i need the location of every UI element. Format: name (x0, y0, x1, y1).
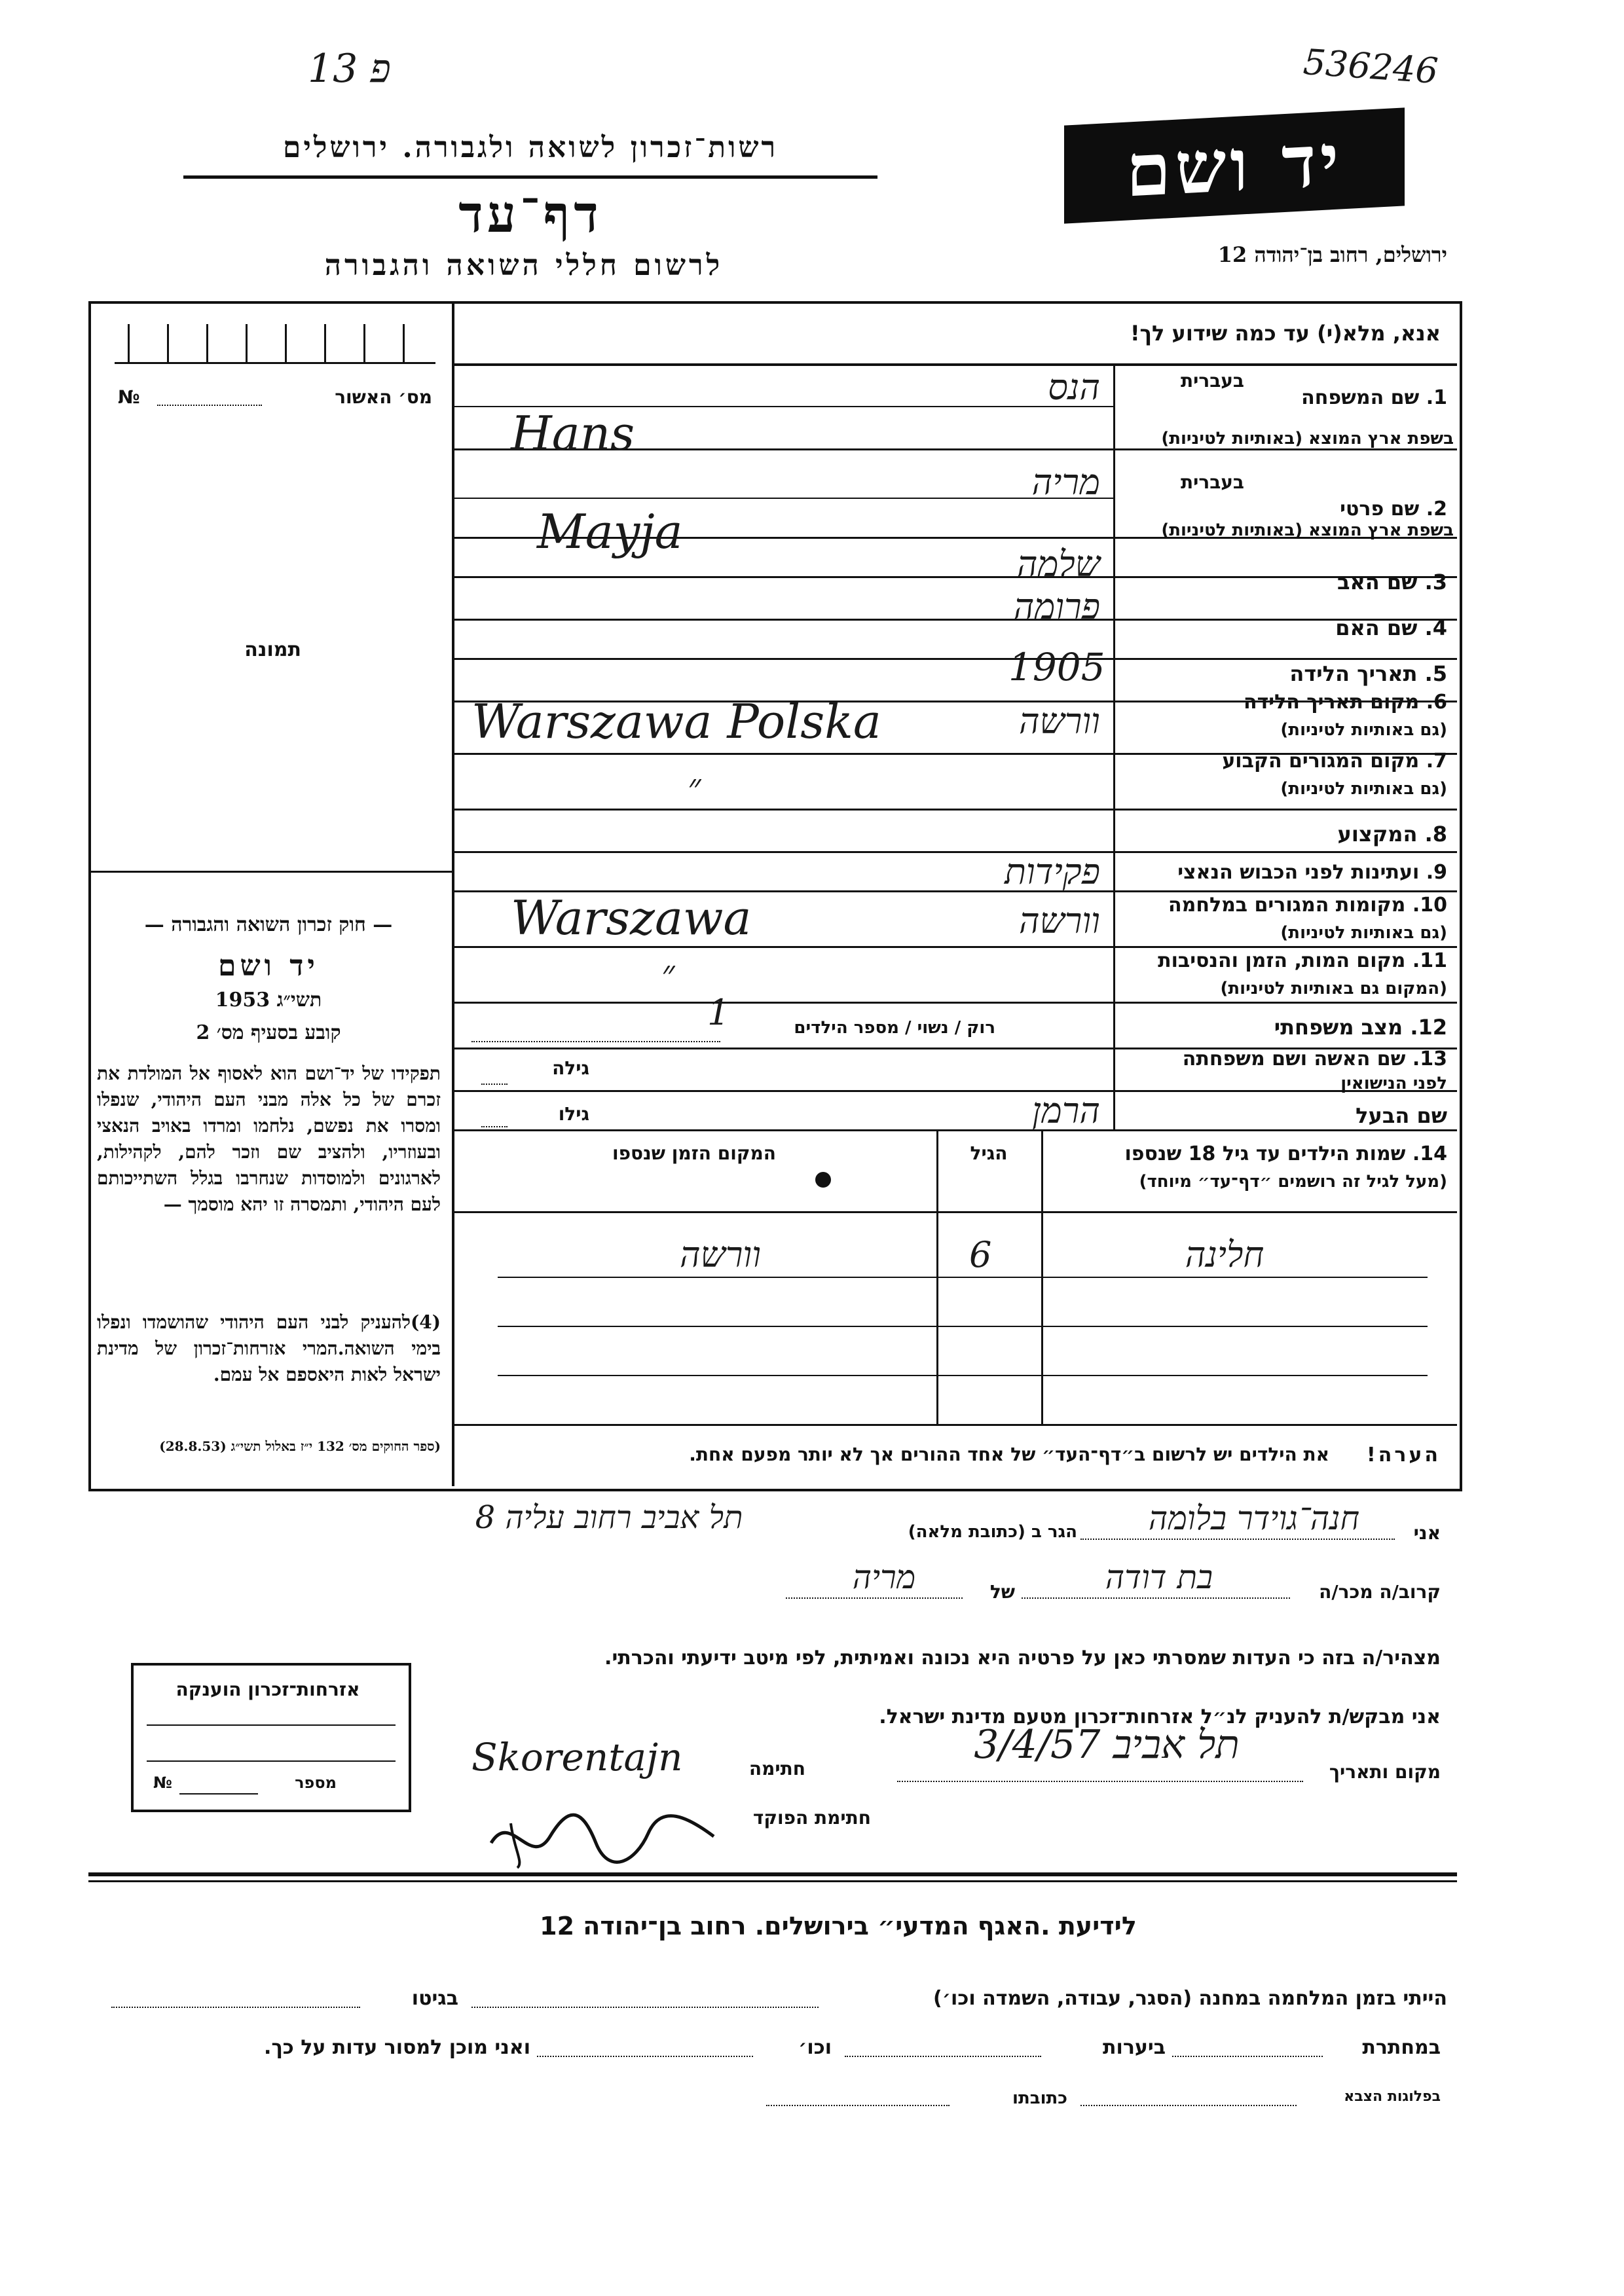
relation-label: קרוב/ה מכר/ה (1319, 1581, 1441, 1603)
authority-name: רשות־זכרון לשואה ולגבורה. ירושלים (282, 131, 779, 164)
field-1-sublabel: בשפת ארץ המוצא (באותיות לטיניות) (1161, 429, 1454, 448)
children-table-bottom (452, 1424, 1457, 1426)
field-2-label: 2. שם פרטי (1340, 498, 1447, 520)
child-1-place[interactable]: וורשה (679, 1234, 762, 1275)
note-text: את הילדים יש לרשום ב״דף־העד״ של אחד ההורים אך לא יותר מפעם אחת. (689, 1444, 1329, 1465)
law-year: 1953 (215, 989, 270, 1011)
citizenship-box-rule (147, 1760, 396, 1762)
field-10-value-he[interactable]: וורשה (1018, 900, 1100, 941)
citizenship-box-rule (147, 1724, 396, 1726)
bottom-line3-b: כתובתו (1012, 2088, 1067, 2108)
field-10-label: 10. מקומות המגורים במלחמה (1168, 894, 1447, 917)
field-4-label: 4. שם האם (1335, 615, 1447, 640)
children-row-rule (498, 1326, 1428, 1327)
field-3-value[interactable]: שלמה (1016, 543, 1100, 585)
field-12-value[interactable]: 1 (707, 992, 730, 1033)
field-2-sublabel: בשפת ארץ המוצא (באותיות לטיניות) (1161, 520, 1454, 540)
bottom-line1-field (471, 2007, 819, 2008)
bottom-line3-a: בפלוגות הצבא (1344, 2088, 1441, 2105)
field-12-inline-label: רוק / נשוי / מספר הילדים (794, 1018, 995, 1038)
field-5-label: 5. תאריך הלידה (1289, 661, 1447, 686)
citizenship-no: № (153, 1774, 172, 1792)
field-3-label: 3. שם האב (1337, 570, 1447, 594)
approval-line (157, 405, 262, 406)
note-label: הערה! (1367, 1444, 1441, 1467)
child-1-age[interactable]: 6 (969, 1234, 992, 1275)
law-box-text-2: (4)להעניק לבני העם היהודי שהושמדו ונפלו בימי השואה.המרי אזרחות־זכרון של מדינת ישראל לאות היאספם אל עמם. (97, 1311, 441, 1385)
approval-digit-boxes (115, 324, 435, 363)
bottom-line2-field-2 (845, 2056, 1041, 2057)
child-1-name[interactable]: חלינה (1185, 1234, 1264, 1275)
bottom-heading: לידיעת .האגף המדעי״ בירושלים. רחוב בן־יהודה 12 (540, 1912, 1137, 1941)
bottom-line2-field-3 (537, 2056, 753, 2057)
law-box-section: קובע בסעיף מס׳ 2 (196, 1021, 341, 1044)
field-13-age-line (481, 1084, 507, 1085)
signature-label: חתימה (748, 1758, 805, 1779)
relation-person[interactable]: מריה (852, 1558, 916, 1596)
left-column-divider (452, 301, 454, 1486)
field-6-label: 6. מקום תאריך הלידה (1243, 691, 1447, 714)
place-date-line (897, 1781, 1303, 1782)
field-5-value[interactable]: 1905 (1008, 645, 1105, 689)
field-1-side: בעברית (1180, 370, 1244, 392)
field-13-label: 13. שם האשה ושם משפחתה (1182, 1048, 1447, 1070)
field-6-value-he[interactable]: וורשה (1018, 701, 1100, 742)
bottom-line2-a: במחתרת (1362, 2036, 1441, 2059)
field-10-sublabel: (גם באותיות לטיניות) (1280, 923, 1447, 943)
husband-value[interactable]: הרמן (1032, 1090, 1100, 1131)
husband-age-line (481, 1126, 507, 1127)
field-10-value-latin[interactable]: Warszawa (511, 890, 752, 945)
place-date-label: מקום ותאריך (1329, 1761, 1441, 1783)
bottom-line1-field-2 (111, 2007, 360, 2008)
law-box-year (98, 989, 439, 1011)
bottom-line1-b: בגיטו (411, 1987, 458, 2010)
citizenship-number-label: מספר (295, 1774, 337, 1792)
field-2-side: בעברית (1180, 471, 1244, 493)
children-header-rule (452, 1211, 1457, 1213)
witness-name[interactable]: חנה־גוידר בלומה (1148, 1499, 1360, 1537)
top-left-mark: פ 13 (308, 46, 391, 92)
field-11-value[interactable]: ״ (661, 953, 675, 994)
logo-text: יד ושם (1126, 117, 1343, 213)
label-column-divider (1113, 363, 1115, 1129)
bottom-rule (88, 1880, 1457, 1882)
bottom-line2-c: וכו׳ (798, 2036, 832, 2059)
field-8-label: 8. המקצוע (1337, 822, 1447, 847)
field-1-value-latin[interactable]: Hans (511, 406, 635, 461)
form-title: דף־עד (458, 185, 602, 244)
request-text: אני מבקש/ת להעניק לנ״ל אזרחות־זכרון מטעם מדינת ישראל. (879, 1705, 1441, 1728)
relation-line (1022, 1597, 1290, 1599)
field-9-value[interactable]: פקידות (1005, 851, 1100, 892)
field-13-sublabel: לפני הנישואין (1340, 1074, 1447, 1093)
field-9-label: 9. ועתינות לפני הכבוש הנאצי (1177, 861, 1447, 884)
instruction-divider (452, 363, 1457, 366)
children-col-place: המקום הזמן שנספו (612, 1142, 777, 1164)
authority-underline (183, 175, 877, 179)
bottom-line2-field (1172, 2056, 1323, 2057)
field-7-label: 7. מקום המגורים הקבוע (1222, 750, 1447, 773)
citizenship-box (131, 1663, 411, 1812)
hole-punch-dot (815, 1172, 831, 1188)
relation-value[interactable]: בת דודה (1105, 1558, 1213, 1596)
row-rule (452, 946, 1457, 948)
photo-label: תמונה (244, 638, 301, 661)
witness-name-line (1080, 1539, 1395, 1540)
field-2-value-latin[interactable]: Mayja (537, 504, 683, 559)
field-7-sublabel: (גם באותיות לטיניות) (1280, 779, 1447, 799)
bottom-line2-d: ואני מוכן למסור עדות על כך. (264, 2036, 530, 2059)
children-label: 14. שמות הילדים עד גיל 18 שנספו (1124, 1142, 1447, 1165)
official-signature-scribble (485, 1797, 720, 1869)
field-13-side: גילה (552, 1057, 589, 1079)
field-12-label: 12. מצב משפחתי (1274, 1015, 1447, 1040)
witness-prefix: אני (1413, 1522, 1441, 1544)
field-7-value[interactable]: ״ (688, 766, 701, 807)
husband-side: גילו (558, 1103, 589, 1125)
approval-label: מס׳ האשור (335, 386, 432, 408)
field-12-line (471, 1041, 720, 1042)
field-1-label: 1. שם המשפחה (1301, 386, 1447, 409)
children-col-age: הגיל (970, 1142, 1008, 1164)
bottom-line1-a: הייתי בזמן המלחמה במחנה (הסגר, עבודה, השמדה וכו׳) (933, 1987, 1447, 2010)
header-address: ירושלים, רחוב בן־יהודה 12 (1217, 242, 1447, 267)
place-date-value[interactable]: תל אביב 3/4/57 (974, 1722, 1240, 1768)
declaration-text: מצהיר/ה בזה כי העדות שמסרתי כאן על פרטיה היא נכונה ואמיתית, לפי מיטב ידיעתי והכרתי. (604, 1647, 1441, 1669)
children-row-rule (498, 1375, 1428, 1376)
relation-person-line (786, 1597, 963, 1599)
form-subtitle: לרשום חללי השואה והגבורה (324, 249, 724, 282)
approval-no: № (118, 386, 140, 408)
bottom-rule (88, 1872, 1457, 1876)
field-1-value-he[interactable]: הנס (1048, 367, 1100, 408)
law-box-footnote: (ספר החוקים מס׳ 132 י״ז באלול תשי״ג (28.8.53) (159, 1438, 441, 1454)
instruction-text: אנא, מלא(י) עד כמה שידוע לך! (1130, 321, 1441, 346)
row-rule (452, 1002, 1457, 1004)
field-2-value-he[interactable]: מריה (1031, 462, 1100, 503)
children-row-rule (498, 1277, 1428, 1278)
children-sublabel: (מעל לגיל זה רושמים ״דף־עד״ מיוחד) (1139, 1172, 1447, 1192)
yad-vashem-logo (1064, 107, 1405, 223)
field-11-label: 11. מקום המות, הזמן והנסיבות (1158, 949, 1447, 972)
witness-address-label: הגר ב (כתובת מלאה) (908, 1522, 1077, 1542)
bottom-line3-field-2 (766, 2105, 950, 2106)
official-signature-label: חתימת הפוקד (752, 1807, 871, 1829)
relation-of-label: של (989, 1581, 1015, 1603)
witness-address[interactable]: תל אביב רחוב עליה 8 (475, 1499, 743, 1536)
citizenship-box-title: אזרחות־זכרון הוענקה (175, 1679, 360, 1700)
citizenship-number-line (179, 1793, 258, 1795)
law-box-title: — חוק זכרון השואה והגבורה — (144, 913, 393, 936)
husband-label: שם הבעל (1356, 1103, 1447, 1128)
bottom-line2-b: ביערות (1103, 2036, 1166, 2059)
signature-value[interactable]: Skorentajn (471, 1735, 683, 1779)
law-year-he: תשי״ג (276, 989, 322, 1011)
field-4-value[interactable]: פרומה (1013, 586, 1100, 627)
photo-area-bottom (88, 871, 452, 873)
file-number: 536246 (1302, 41, 1440, 92)
law-box-name: יד ושם (218, 949, 319, 983)
law-box-text: תפקידו של יד־ושם הוא לאסוף אל המולדת את זכרם של כל אלה מבני העם היהודי, שנפלו ומסרו את נפשם, נלחמו ומרדו באויב הנאצי ובעוזריו, ולהציב שם וזכר להם, לקהילות, לארגונים ולמוסדות שנחרבו בגלל השתייכותם לעם היהודי, ותמסרה זו יהא מוסמך — (97, 1063, 441, 1215)
field-6-sublabel: (גם באותיות לטיניות) (1280, 720, 1447, 740)
field-6-value-latin[interactable]: Warszawa Polska (471, 694, 881, 749)
row-rule (452, 809, 1457, 811)
bottom-line3-field (1080, 2105, 1297, 2106)
field-11-sublabel: (המקום גם באותיות לטיניות) (1220, 979, 1447, 998)
row-rule (452, 658, 1457, 660)
